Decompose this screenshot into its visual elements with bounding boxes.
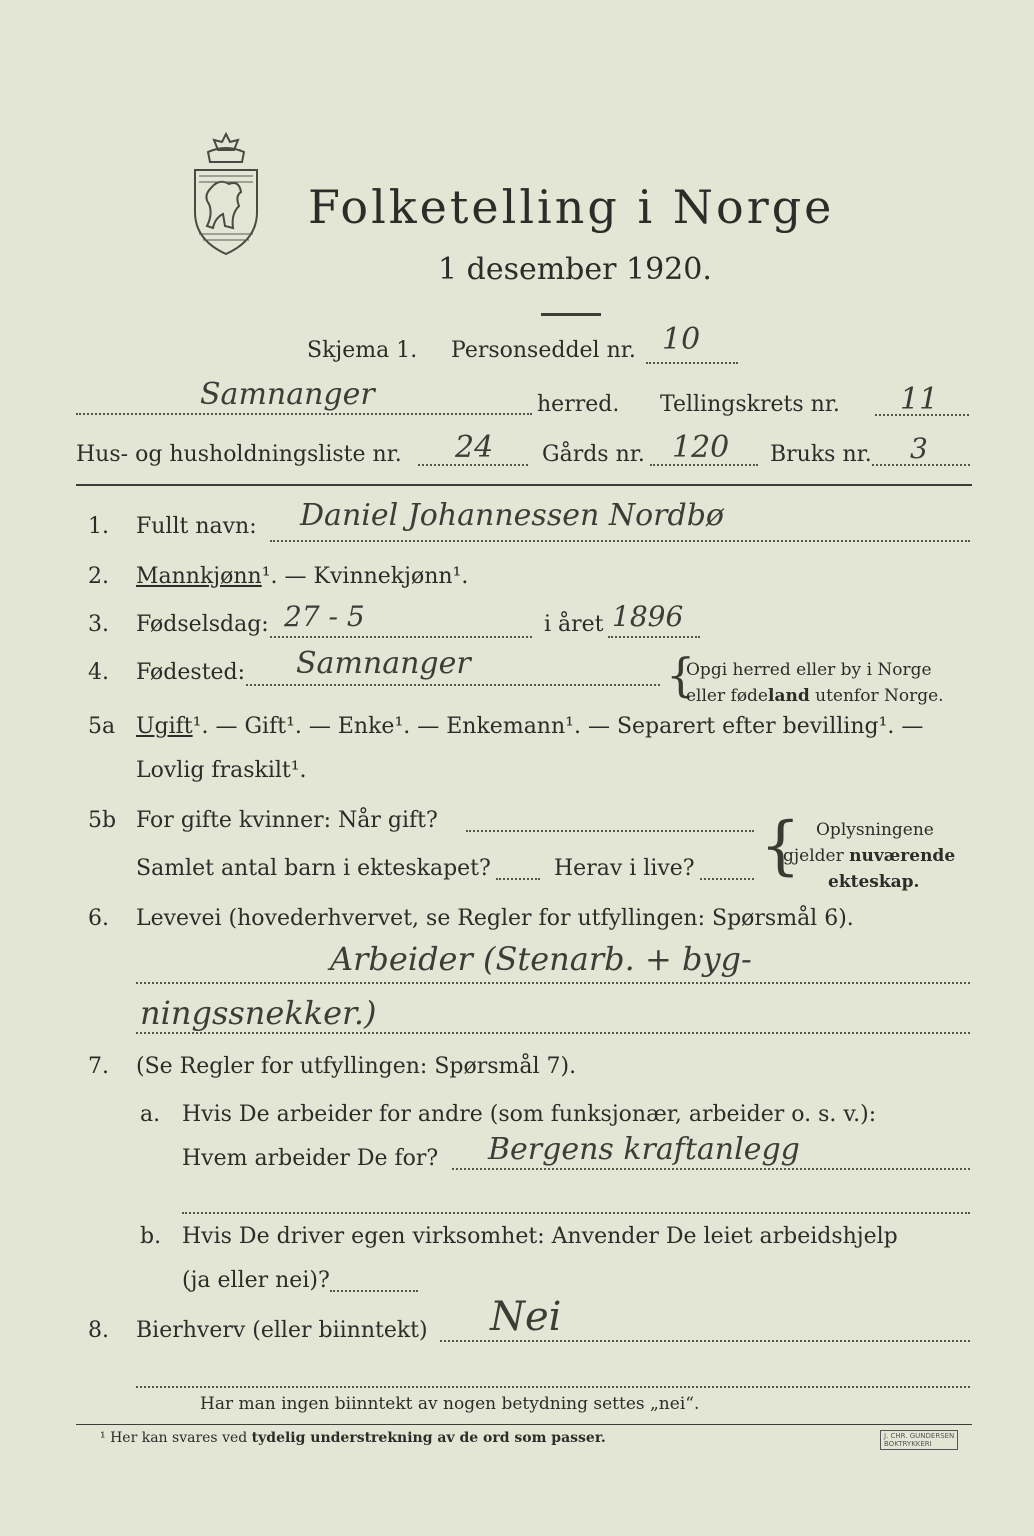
q7b-line1: Hvis De driver egen virksomhet: Anvender De leiet arbeidshjelp: [182, 1224, 898, 1249]
printer-stamp: J. CHR. GUNDERSEN BOKTRYKKERI: [880, 1430, 958, 1450]
q1-label: Fullt navn:: [136, 514, 257, 539]
q6-line2: [136, 1032, 970, 1034]
q7a-extra-line: [182, 1212, 970, 1214]
q4-note-line2: eller fødeland utenfor Norge.: [686, 686, 944, 706]
footnote-text: Her kan svares ved: [110, 1430, 252, 1446]
skjema-label: Skjema 1.: [307, 338, 418, 363]
gards-label: Gårds nr.: [542, 442, 645, 467]
q5b-line2b: Herav i live?: [554, 856, 695, 881]
q1-number: 1.: [88, 514, 109, 539]
q5a-ugift-option: Ugift: [136, 714, 193, 739]
q7b-letter: b.: [140, 1224, 162, 1249]
q1-line: [270, 540, 970, 542]
q8-line: [440, 1340, 970, 1342]
q5b-note-line2: gjelder nuværende: [783, 846, 956, 866]
q5b-brace: {: [760, 809, 801, 883]
q7b-line: [330, 1290, 418, 1292]
tellingskrets-label: Tellingskrets nr.: [660, 392, 840, 417]
q6-value-line2: ningssnekker.): [140, 994, 377, 1032]
q3-year-line: [608, 636, 700, 638]
footnote-bold: tydelig understrekning av de ord som passer.: [251, 1430, 606, 1446]
coat-of-arms-icon: [183, 130, 269, 260]
q5a-options: Ugift¹. — Gift¹. — Enke¹. — Enkemann¹. — Separert efter bevilling¹. —: [136, 714, 924, 739]
footer-note: Har man ingen biinntekt av nogen betydning settes „nei“.: [200, 1394, 700, 1414]
q7-number: 7.: [88, 1054, 109, 1079]
herred-line: [76, 413, 532, 415]
q8-label: Bierhverv (eller biinntekt): [136, 1318, 428, 1343]
q7a-letter: a.: [140, 1102, 161, 1127]
hus-value: 24: [455, 430, 494, 465]
gards-value: 120: [672, 430, 730, 465]
q4-number: 4.: [88, 660, 109, 685]
q3-year-label: i året: [544, 612, 604, 637]
q7a-line2: Hvem arbeider De for?: [182, 1146, 439, 1171]
q5b-line2a: Samlet antal barn i ekteskapet?: [136, 856, 491, 881]
footnote-mark: ¹: [100, 1430, 106, 1446]
bruks-value: 3: [910, 432, 928, 465]
q4-label: Fødested:: [136, 660, 246, 685]
q2-options: Mannkjønn¹. — Kvinnekjønn¹.: [136, 564, 469, 589]
q4-value: Samnanger: [296, 646, 471, 681]
q3-number: 3.: [88, 612, 109, 637]
footnote: [100, 1430, 606, 1446]
hus-label: Hus- og husholdningsliste nr.: [76, 442, 402, 467]
q6-value-line1: Arbeider (Stenarb. + byg-: [330, 940, 752, 978]
q2-female-sup: ¹: [452, 564, 462, 589]
q4-brace: {: [666, 648, 696, 702]
personseddel-label: Personseddel nr.: [451, 338, 636, 363]
q2-female-option: — Kvinnekjønn: [284, 564, 453, 589]
q5b-note-line3: ekteskap.: [828, 872, 920, 892]
q6-number: 6.: [88, 906, 109, 931]
title-divider: [541, 313, 601, 316]
bruks-label: Bruks nr.: [770, 442, 872, 467]
q5a-line2: Lovlig fraskilt¹.: [136, 758, 307, 783]
herred-label: herred.: [537, 392, 620, 417]
q3-day-line: [270, 636, 532, 638]
q5b-note-line1: Oplysningene: [816, 820, 934, 840]
q7a-line1: Hvis De arbeider for andre (som funksjonær, arbeider o. s. v.):: [182, 1102, 877, 1127]
herred-value: Samnanger: [200, 377, 375, 412]
q2-number: 2.: [88, 564, 109, 589]
q5a-number: 5a: [88, 714, 116, 739]
q4-note-line1: Opgi herred eller by i Norge: [686, 660, 932, 680]
tellingskrets-value: 11: [900, 382, 939, 417]
q5b-married-line: [466, 830, 754, 832]
q3-label: Fødselsdag:: [136, 612, 269, 637]
q6-label: Levevei (hovederhvervet, se Regler for utfyllingen: Spørsmål 6).: [136, 906, 854, 931]
q5b-number: 5b: [88, 808, 117, 833]
q8-value: Nei: [490, 1294, 562, 1340]
personseddel-value: 10: [662, 322, 701, 357]
q4-line: [246, 684, 660, 686]
q5a-ugift-sup: ¹: [192, 714, 202, 739]
q6-line1: [136, 982, 970, 984]
form-title: Folketelling i Norge: [308, 180, 835, 234]
q7a-line: [452, 1168, 970, 1170]
q5b-children-line: [496, 878, 540, 880]
q3-value: 27 - 5: [284, 600, 365, 633]
q7b-line2: (ja eller nei)?: [182, 1268, 330, 1293]
q5a-other-options: — Gift¹. — Enke¹. — Enkemann¹. — Separert efter bevilling¹. —: [215, 714, 924, 739]
q3-year-value: 1896: [612, 600, 684, 633]
q1-value: Daniel Johannessen Nordbø: [300, 498, 724, 533]
q8-number: 8.: [88, 1318, 109, 1343]
q8-extra-line: [136, 1386, 970, 1388]
q5b-line1: For gifte kvinner: Når gift?: [136, 808, 438, 833]
header-rule: [76, 484, 972, 486]
personseddel-line: [646, 362, 738, 364]
q7a-value: Bergens kraftanlegg: [488, 1132, 800, 1167]
q7-label: (Se Regler for utfyllingen: Spørsmål 7).: [136, 1054, 577, 1079]
q2-male-sup: ¹: [261, 564, 271, 589]
footer-rule: [76, 1424, 972, 1425]
q2-male-option: Mannkjønn: [136, 564, 262, 589]
q5b-alive-line: [700, 878, 754, 880]
form-date: 1 desember 1920.: [438, 252, 712, 287]
